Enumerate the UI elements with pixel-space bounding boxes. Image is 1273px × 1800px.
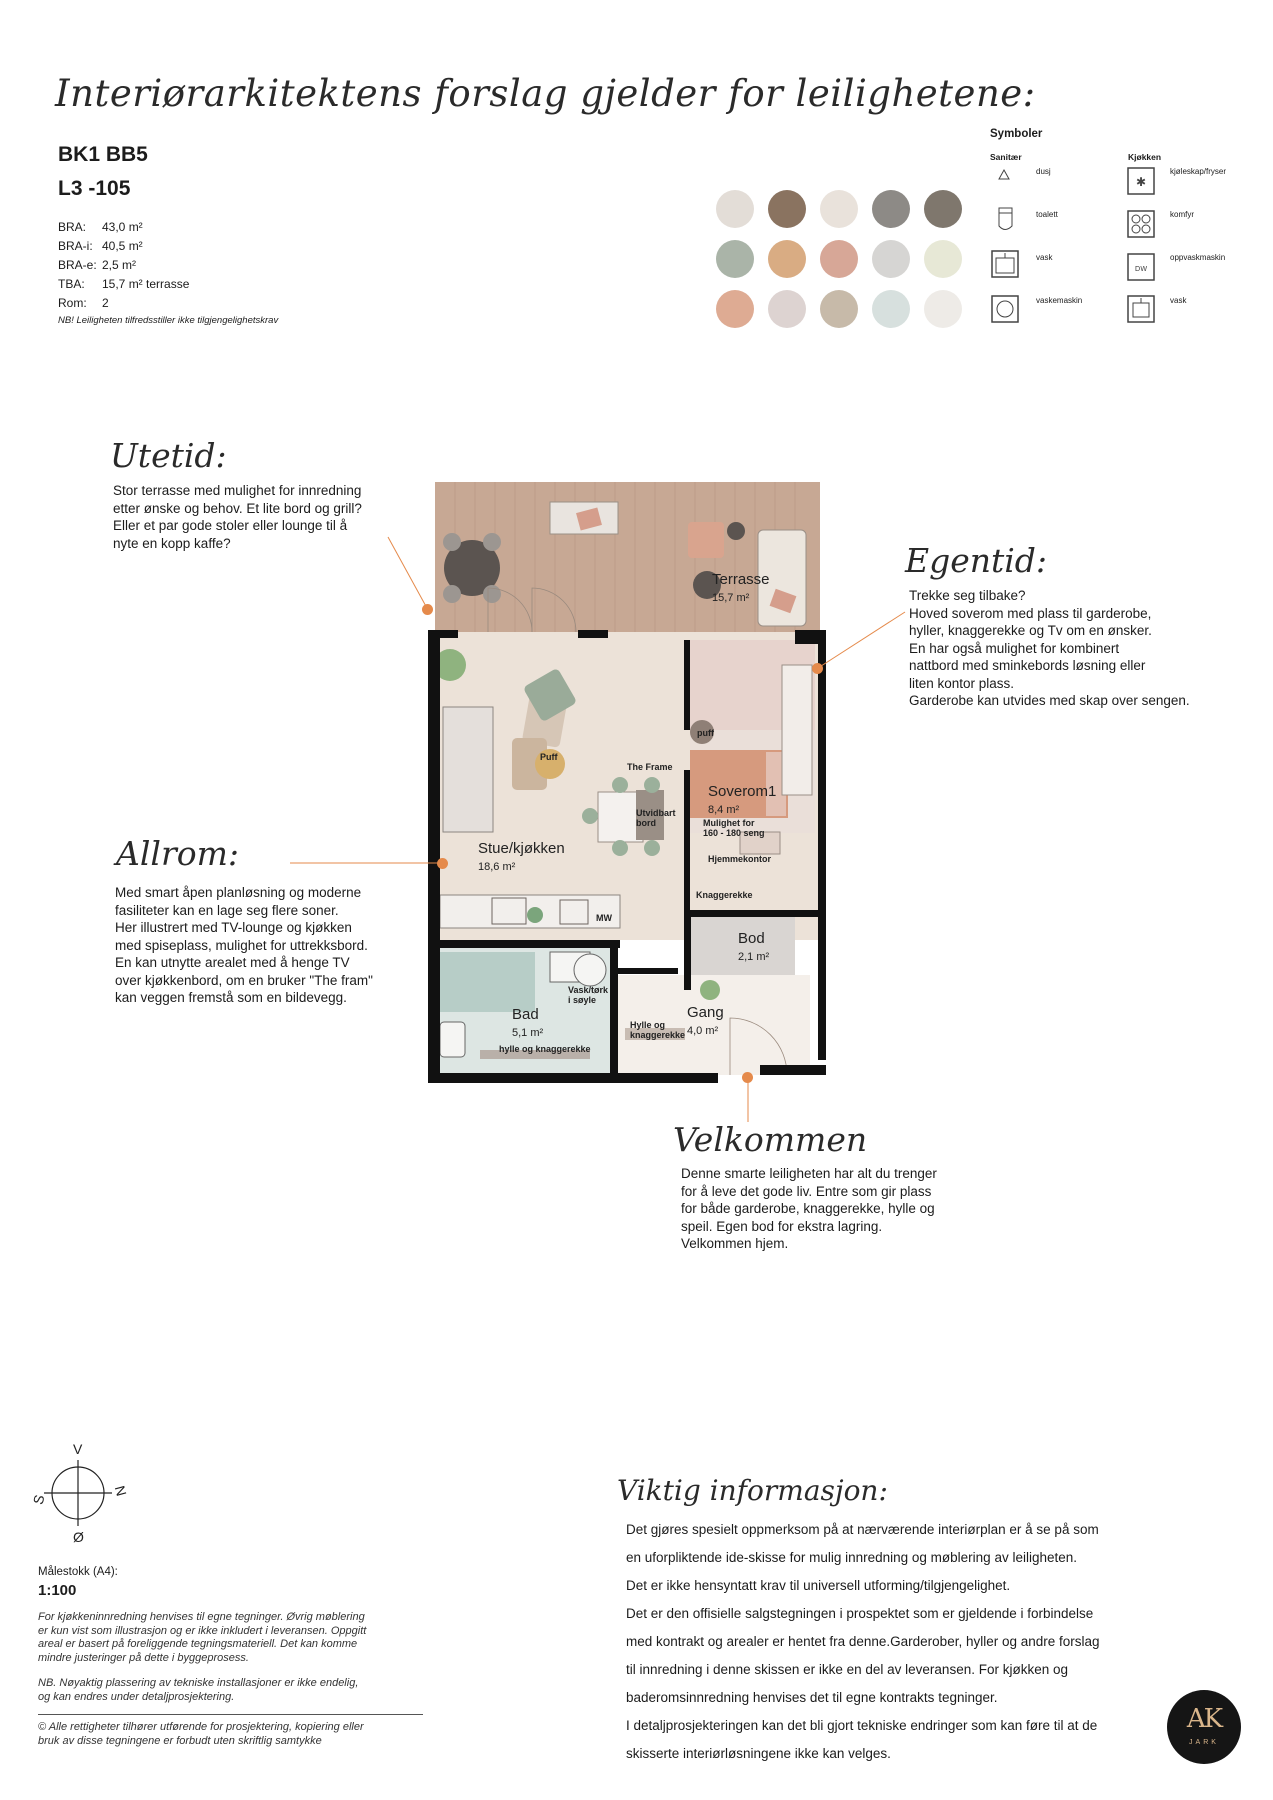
footer-disclaimer <box>38 1566 438 1748</box>
symbol-label: kjøleskap/fryser <box>1170 167 1227 176</box>
text-line: Eller et par gode stoler eller lounge til å <box>113 518 348 533</box>
compass-rose <box>30 1440 140 1550</box>
microwave-label: MW <box>596 913 612 923</box>
text-line: for både garderobe, knaggerekke, hylle og <box>681 1201 935 1216</box>
text-line: nyte en kopp kaffe? <box>113 535 231 551</box>
hall-shelf-line1: Hylle og <box>630 1020 666 1030</box>
logo-subtext: JARK <box>1189 1739 1219 1746</box>
kitchen-heading: Kjøkken <box>1128 152 1162 162</box>
text-line: Velkommen hjem. <box>681 1236 789 1251</box>
area-value: 15,7 m² terrasse <box>102 277 190 291</box>
text-line: areal er basert på foreliggende tegningsmateriell. Det kan komme <box>38 1638 358 1650</box>
coat-rack-label: Knaggerekke <box>696 890 753 900</box>
room-name: Terrasse <box>712 571 770 588</box>
callout-line <box>818 612 905 668</box>
symbol-label: vask <box>1036 253 1053 262</box>
text-line: © Alle rettigheter tilhører utførende for prosjektering, kopiering eller <box>38 1721 364 1733</box>
text-line: Trekke seg tilbake? <box>909 588 1026 603</box>
area-key: BRA: <box>58 220 87 234</box>
text-line: Det er den offisielle salgstegningen i prospektet som er gjeldende i forbindelse <box>626 1606 1094 1621</box>
text-line: speil. Egen bod for ekstra lagring. <box>681 1218 883 1234</box>
velkommen-heading: Velkommen <box>673 1120 868 1159</box>
frame-tv-label: The Frame <box>627 762 673 772</box>
company-logo <box>1167 1690 1241 1764</box>
text-line: Det gjøres spesielt oppmerksom på at nærværende interiørplan er å se på som <box>626 1522 1099 1537</box>
area-value: 2,5 m² <box>102 258 137 272</box>
copyright <box>38 1721 438 1748</box>
text-line: etter ønske og behov. Et lite bord og grill? <box>113 500 362 516</box>
symbol-label: vaskemaskin <box>1036 296 1083 305</box>
viktig-heading: Viktig informasjon: <box>617 1474 888 1507</box>
utetid-heading: Utetid: <box>110 436 227 475</box>
egentid-heading: Egentid: <box>905 541 1048 580</box>
callout-dot <box>437 858 448 869</box>
callout-dot <box>742 1072 753 1083</box>
room-area: 2,1 m² <box>738 951 770 963</box>
text-line: med kontrakt og arealer er hentet fra denne.Garderober, hyller og andre forslag <box>626 1634 1100 1649</box>
text-line: og kan endres under detaljprosjektering. <box>38 1690 235 1703</box>
room-name: Stue/kjøkken <box>478 840 565 857</box>
text-line: nattbord med sminkebords løsning eller <box>909 658 1146 673</box>
area-value: 2 <box>102 296 109 310</box>
washer-line2: i søyle <box>568 995 597 1005</box>
room-area: 8,4 m² <box>708 804 740 816</box>
area-value: 43,0 m² <box>102 220 143 234</box>
callout-dot <box>812 663 823 674</box>
symbol-label: dusj <box>1036 167 1051 176</box>
room-area: 4,0 m² <box>687 1025 719 1037</box>
area-key: Rom: <box>58 296 87 310</box>
disclaimer-para-1 <box>38 1611 438 1665</box>
svg-text:✱: ✱ <box>1135 175 1147 189</box>
text-line: til innredning i denne skissen er ikke en del av leveransen. For kjøkken og <box>626 1662 1068 1677</box>
area-key: BRA-e: <box>58 258 97 272</box>
bed-note-line1: Mulighet for <box>703 818 755 828</box>
scale-value: 1:100 <box>38 1582 77 1599</box>
sanitary-heading: Sanitær <box>990 152 1022 162</box>
symbol-label: komfyr <box>1170 210 1194 219</box>
disclaimer-para-2 <box>38 1677 438 1704</box>
text-line: Med smart åpen planløsning og moderne <box>115 885 362 900</box>
compass-south: S <box>30 1492 48 1507</box>
text-line: Denne smarte leiligheten har alt du trenger <box>681 1166 937 1181</box>
room-name: Bad <box>512 1006 539 1023</box>
accessibility-note: NB! Leiligheten tilfredsstiller ikke tilgjengelighetskrav <box>58 315 279 326</box>
callout-dot <box>422 604 433 615</box>
text-line: fasiliteter kan en lage seg flere soner. <box>115 902 339 918</box>
bedroom-pouf-label: puff <box>697 728 714 738</box>
room-name: Gang <box>687 1004 724 1021</box>
footer-divider <box>38 1714 423 1715</box>
extendable-line2: bord <box>636 818 656 828</box>
scale-label: Målestokk (A4): <box>38 1566 118 1578</box>
apartment-unit: L3 -105 <box>58 177 131 200</box>
text-line: For kjøkkeninnredning henvises til egne tegninger. Øvrig møblering <box>38 1611 365 1623</box>
bed-note-line2: 160 - 180 seng <box>703 828 765 838</box>
room-area: 18,6 m² <box>478 861 516 873</box>
text-line: En har også mulighet for kombinert <box>909 640 1120 656</box>
allrom-heading: Allrom: <box>116 834 239 873</box>
apartment-code: BK1 BB5 <box>58 143 148 166</box>
area-value: 40,5 m² <box>102 239 143 253</box>
compass-north: N <box>111 1483 130 1498</box>
text-line: Garderobe kan utvides med skap over sengen. <box>909 693 1190 708</box>
area-key: BRA-i: <box>58 239 93 253</box>
dishwasher-mark: DW <box>1134 265 1148 273</box>
text-line: Her illustrert med TV-lounge og kjøkken <box>115 920 352 935</box>
room-name: Soverom1 <box>708 783 777 800</box>
room-name: Bod <box>738 930 765 947</box>
extendable-line1: Utvidbart <box>636 808 676 818</box>
text-line: NB. Nøyaktig plassering av tekniske installasjoner er ikke endelig, <box>38 1677 359 1689</box>
bath-shelf-label: hylle og knaggerekke <box>499 1044 591 1054</box>
text-line: er kun vist som illustrasjon og er ikke inkludert i leveransen. Oppgitt <box>38 1624 367 1637</box>
text-line: hyller, knaggerekke og Tv om en ønsker. <box>909 623 1152 638</box>
page-title: Interiørarkitektens forslag gjelder for leilighetene: <box>55 72 1036 115</box>
text-line: liten kontor plass. <box>909 675 1015 691</box>
pouf-label: Puff <box>540 752 558 762</box>
text-line: en uforpliktende ide-skisse for mulig innredning og møblering av leiligheten. <box>626 1550 1077 1565</box>
text-line: I detaljprosjekteringen kan det bli gjort tekniske endringer som kan føre til at de <box>626 1718 1098 1733</box>
area-key: TBA: <box>58 277 85 291</box>
symbol-label: toalett <box>1036 210 1058 219</box>
text-line: kan veggen fremstå som en bildevegg. <box>115 990 347 1005</box>
symbol-label: oppvaskmaskin <box>1170 253 1226 262</box>
room-area: 5,1 m² <box>512 1027 544 1039</box>
text-line: Hoved soverom med plass til garderobe, <box>909 605 1152 621</box>
text-line: Stor terrasse med mulighet for innredning <box>113 483 362 498</box>
text-line: Det er ikke hensyntatt krav til universell utforming/tilgjengelighet. <box>626 1578 1011 1593</box>
logo-mark: AK <box>1186 1704 1222 1734</box>
home-office-label: Hjemmekontor <box>708 854 772 864</box>
compass-west: V <box>73 1441 83 1457</box>
viktig-text <box>626 1516 1166 1768</box>
text-line: En kan utnytte arealet med å henge TV <box>115 955 350 970</box>
symbols-title: Symboler <box>990 128 1043 140</box>
text-line: med spiseplass, mulighet for uttrekksbord. <box>115 937 368 953</box>
text-line: over kjøkkenbord, om en bruker "The fram" <box>115 972 373 988</box>
callout-line <box>388 537 428 610</box>
compass-east: Ø <box>73 1529 84 1545</box>
text-line: mindre justeringer på dette i byggeprosess. <box>38 1651 249 1664</box>
text-line: bruk av disse tegningene er forbudt uten skriftlig samtykke <box>38 1734 322 1747</box>
hall-shelf-line2: knaggerekke <box>630 1030 686 1040</box>
symbol-label: vask <box>1170 296 1187 305</box>
text-line: baderomsinnredning henvises det til egne kontrakts tegninger. <box>626 1690 998 1705</box>
washer-line1: Vask/tørk <box>568 985 609 995</box>
text-line: for å leve det gode liv. Entre som gir plass <box>681 1183 932 1199</box>
room-area: 15,7 m² <box>712 592 750 604</box>
text-line: skisserte interiørløsningene ikke kan velges. <box>626 1746 891 1761</box>
